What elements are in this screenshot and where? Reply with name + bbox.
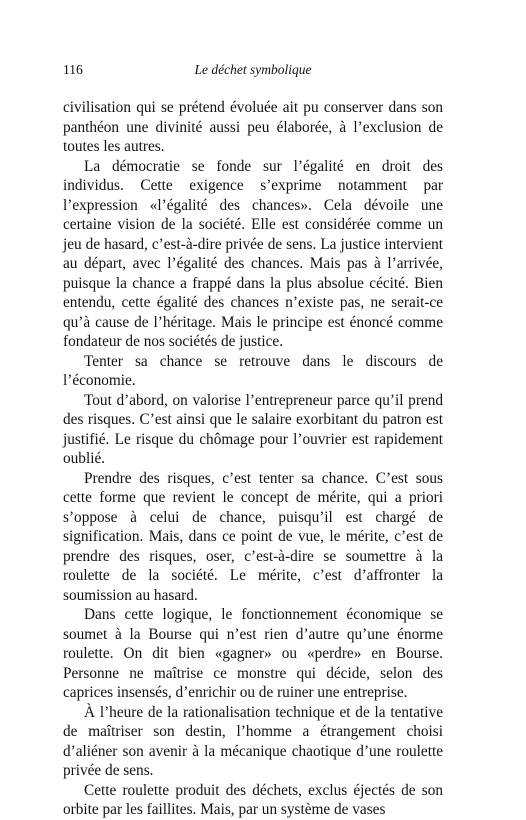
paragraph: Dans cette logique, le fonctionnement économique se soumet à la Bourse qui n’est rien d’autre qu’une énorme roulette. On dit bien «gagner» ou «perdre» en Bourse. Personne ne maîtrise ce monstre qui décide, selon des caprices insensés, d’enrichir ou de ruiner une entreprise. xyxy=(63,606,443,701)
paragraph: Tenter sa chance se retrouve dans le discours de l’économie. xyxy=(63,352,443,389)
page-number: 116 xyxy=(63,62,83,77)
book-page xyxy=(63,58,443,820)
paragraph: La démocratie se fonde sur l’égalité en droit des individus. Cette exigence s’exprime notamment par l’expression «l’égalité des chances». Cela dévoile une certaine vision de la société. Elle est considérée comme un jeu de hasard, c’est-à-dire privée de sens. La justice intervient au départ, avec l’égalité des chances. Mais pas à l’arrivée, puisque la chance a frappé dans la plus absolue cécité. Bien entendu, cette égalité des chances n’existe pas, ne serait-ce qu’à cause de l’héritage. Mais le principe est énoncé comme fondateur de nos sociétés de justice. xyxy=(63,157,443,350)
paragraph-continued: civilisation qui se prétend évoluée ait pu conserver dans son panthéon une divinité aussi peu élaborée, à l’exclusion de toutes les autres. xyxy=(63,99,443,155)
paragraph: Cette roulette produit des déchets, exclus éjectés de son orbite par les faillites. Mais, par un système de vases xyxy=(63,781,443,818)
paragraph: Tout d’abord, on valorise l’entrepreneur parce qu’il prend des risques. C’est ainsi que le salaire exorbitant du patron est justifié. Le risque du chômage pour l’ouvrier est rapidement oublié. xyxy=(63,391,443,467)
body-text xyxy=(63,98,443,820)
running-title: Le déchet symbolique xyxy=(194,62,312,77)
paragraph: À l’heure de la rationalisation technique et de la tentative de maîtriser son destin, l’homme a étrangement choisi d’aliéner son avenir à la mécanique chaotique d’une roulette privée de sens. xyxy=(63,703,443,779)
running-head xyxy=(63,58,443,82)
paragraph: Prendre des risques, c’est tenter sa chance. C’est sous cette forme que revient le concept de mérite, qui a priori s’oppose à celui de chance, puisqu’il est chargé de signification. Mais, dans ce point de vue, le mérite, c’est de prendre des risques, oser, c’est-à-dire se soumettre à la roulette de la société. Le mérite, c’est d’affronter la soumission au hasard. xyxy=(63,469,443,604)
